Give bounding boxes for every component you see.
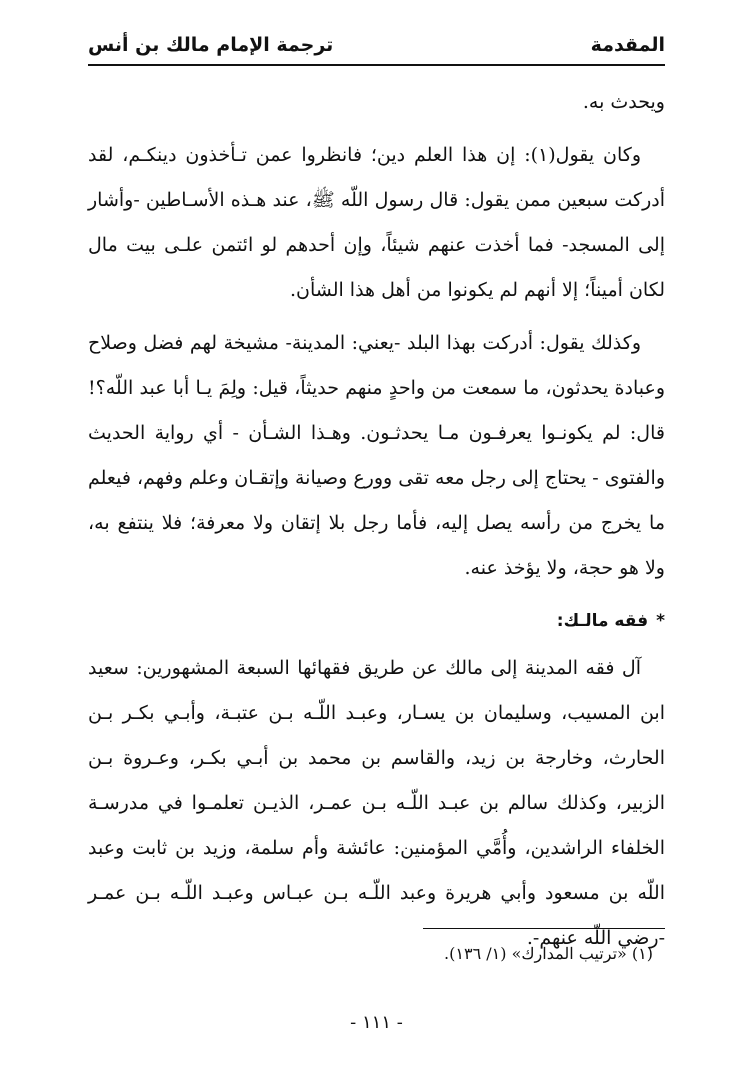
book-section-title: ترجمة الإمام مالك بن أنس: [88, 34, 334, 56]
header-divider: [88, 64, 665, 66]
paragraph-3: وكذلك يقول: أدركت بهذا البلد -يعني: المدينة- مشيخة لهم فضل وصلاح وعبادة يحدثون، ما سمعت من واحدٍ منهم حديثاً، قيل: ولِمَ يـا أبا عبد اللّه؟! قال: لم يكونـوا يعرفـون مـا يحدثـون. وهـذا الشـأن - أي رواية الحديث والفتوى - يحتاج إلى رجل معه تقى وورع وصيانة وإتقـان وعلم وفهم، فيعلم ما يخرج من رأسه يصل إليه، فأما رجل بلا إتقان ولا معرفة؛ فلا ينتفع به، ولا هو حجة، ولا يؤخذ عنه.: [88, 332, 665, 579]
page-number: - ١١١ -: [350, 1012, 403, 1033]
paragraph-2: وكان يقول(١): إن هذا العلم دين؛ فانظروا عمن تـأخذون دينكـم، لقد أدركت سبعين ممن يقول: قال رسول اللّه ﷺ، عند هـذه الأسـاطين -وأشار إلى المسجد- فما أخذت عنهم شيئاً، وإن أحدهم لو ائتمن علـى بيت مال لكان أميناً؛ إلا أنهم لم يكونوا من أهل هذا الشأن.: [88, 144, 665, 301]
asterisk-icon: *: [656, 611, 665, 631]
running-header: [88, 28, 665, 62]
section-heading: [88, 599, 665, 644]
chapter-title: المقدمة: [590, 34, 665, 56]
section-title: فقه مالـك:: [556, 611, 649, 631]
paragraph-4: آل فقه المدينة إلى مالك عن طريق فقهائها السبعة المشهورين: سعيد ابن المسيب، وسليمان بن يسـار، وعبـد اللّـه بـن عتبـة، وأبـي بكـر بـن الحارث، وخارجة بن زيد، والقاسم بن محمد بن أبـي بكـر، وعـروة بـن الزبير، وكذلك سالم بن عبـد اللّـه بـن عمـر، الذيـن تعلمـوا في مدرسـة الخلفاء الراشدين، وأُمَّي المؤمنين: عائشة وأم سلمة، وزيد بن ثابت وعبد اللّه بن مسعود وأبي هريرة وعبد اللّـه بـن عبـاس وعبـد اللّـه بـن عمـر -رضي اللّه عنهم-.: [88, 657, 665, 949]
footnote-divider: [423, 928, 665, 929]
main-text: [88, 80, 665, 969]
footnote: (١) «ترتيب المدارك» (١/ ١٣٦).: [444, 944, 653, 963]
paragraph-1: ويحدث به.: [582, 91, 665, 113]
